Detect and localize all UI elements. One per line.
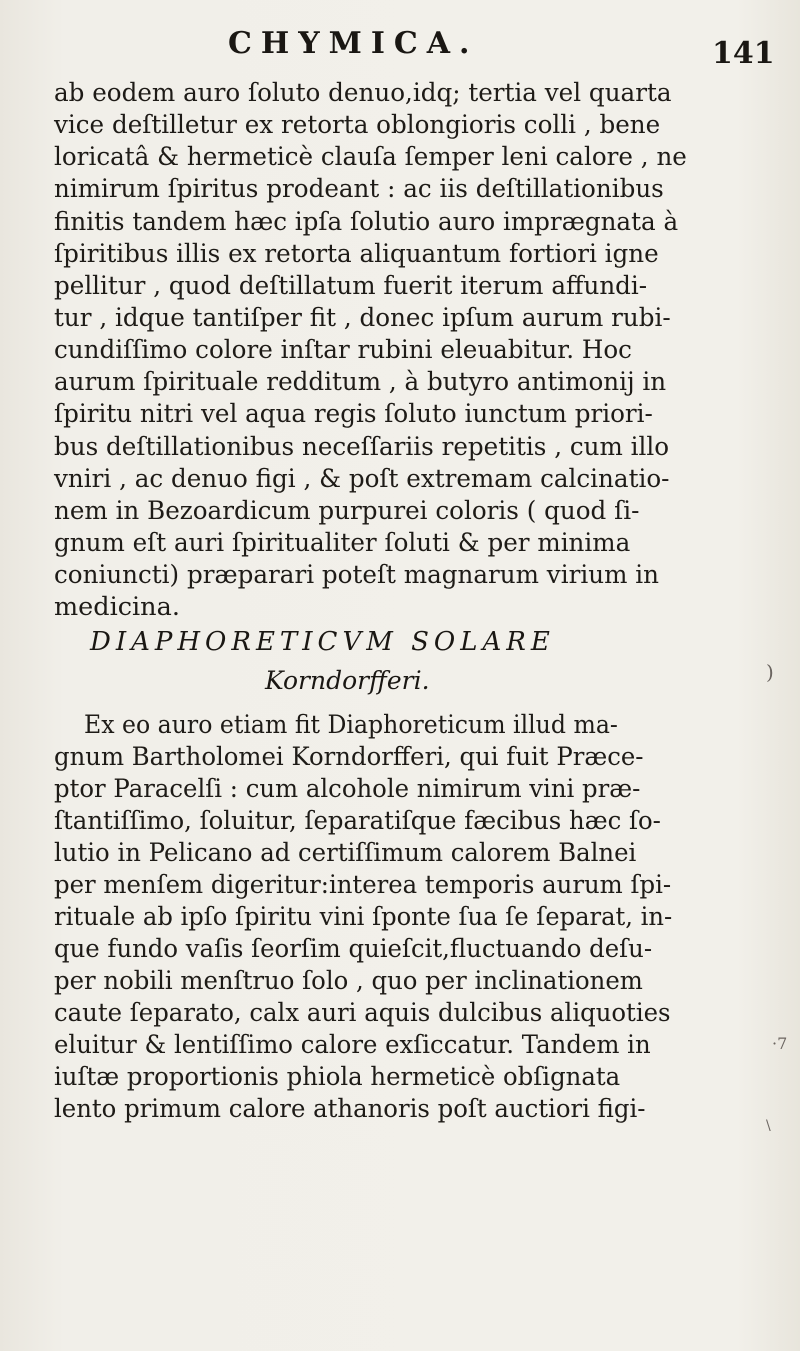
text-line: finitis tandem hæc ipſa ſolutio auro imprægnata à [54, 207, 679, 237]
section-subtitle: Korndorfferi. [265, 666, 430, 695]
text-line: iuſtæ proportionis phiola hermeticè obſignata [54, 1062, 621, 1092]
page-number: 141 [712, 36, 775, 71]
text-line: gnum Bartholomei Korndorfferi, qui fuit Præce- [54, 742, 644, 772]
text-line: ab eodem auro ſoluto denuo,idq; tertia vel quarta [54, 78, 672, 108]
text-line: lutio in Pelicano ad certiſſimum calorem Balnei [54, 838, 637, 868]
text-line: rituale ab ipſo ſpiritu vini ſponte ſua ſe ſeparat, in- [54, 902, 673, 932]
text-line: ſpiritibus illis ex retorta aliquantum fortiori igne [54, 239, 659, 269]
text-line: gnum eſt auri ſpiritualiter ſoluti & per minima [54, 528, 631, 558]
text-line: aurum ſpirituale redditum , à butyro antimonij in [54, 367, 667, 397]
text-line: Ex eo auro etiam fit Diaphoreticum illud ma- [84, 710, 618, 740]
text-line: nem in Bezoardicum purpurei coloris ( quod ſi- [54, 496, 640, 526]
text-line: bus deſtillationibus neceſſariis repetitis , cum illo [54, 432, 670, 462]
text-line: vice deſtilletur ex retorta oblongioris colli , bene [54, 110, 661, 140]
text-line: ſpiritu nitri vel aqua regis ſoluto iunctum priori- [54, 399, 653, 429]
text-line: tur , idque tantiſper fit , donec ipſum aurum rubi- [54, 303, 671, 333]
text-line: loricatâ & hermeticè clauſa ſemper leni calore , ne [54, 142, 687, 172]
running-head: CHYMICA. [228, 26, 479, 61]
text-line: vniri , ac denuo figi , & poſt extremam calcinatio- [54, 464, 670, 494]
text-line: cundiſſimo colore inſtar rubini eleuabitur. Hoc [54, 335, 632, 365]
text-line: ptor Paracelſi : cum alcohole nimirum vini præ- [54, 774, 641, 804]
text-line: caute ſeparato, calx auri aquis dulcibus aliquoties [54, 998, 671, 1028]
margin-mark: \ [766, 1118, 771, 1134]
text-line: que fundo vaſis ſeorſim quieſcit,fluctuando deſu- [54, 934, 653, 964]
text-line: lento primum calore athanoris poſt auctiori figi- [54, 1094, 646, 1124]
text-line: per nobili menſtruo ſolo , quo per inclinationem [54, 966, 643, 996]
text-line: pellitur , quod deſtillatum fuerit iterum affundi- [54, 271, 648, 301]
text-line: nimirum ſpiritus prodeant : ac iis deſtillationibus [54, 174, 664, 204]
page-header [0, 22, 800, 72]
text-line: coniuncti) præparari poteſt magnarum virium in [54, 560, 659, 590]
margin-mark: ) [766, 660, 774, 684]
section-title: DIAPHORETICVM SOLARE [90, 627, 555, 657]
text-line: eluitur & lentiſſimo calore exſiccatur. Tandem in [54, 1030, 651, 1060]
margin-mark: ·7 [772, 1034, 788, 1053]
text-line: medicina. [54, 592, 180, 622]
text-line: per menſem digeritur:interea temporis aurum ſpi- [54, 870, 672, 900]
text-line: ſtantiſſimo, ſoluitur, ſeparatiſque fæcibus hæc ſo- [54, 806, 661, 836]
